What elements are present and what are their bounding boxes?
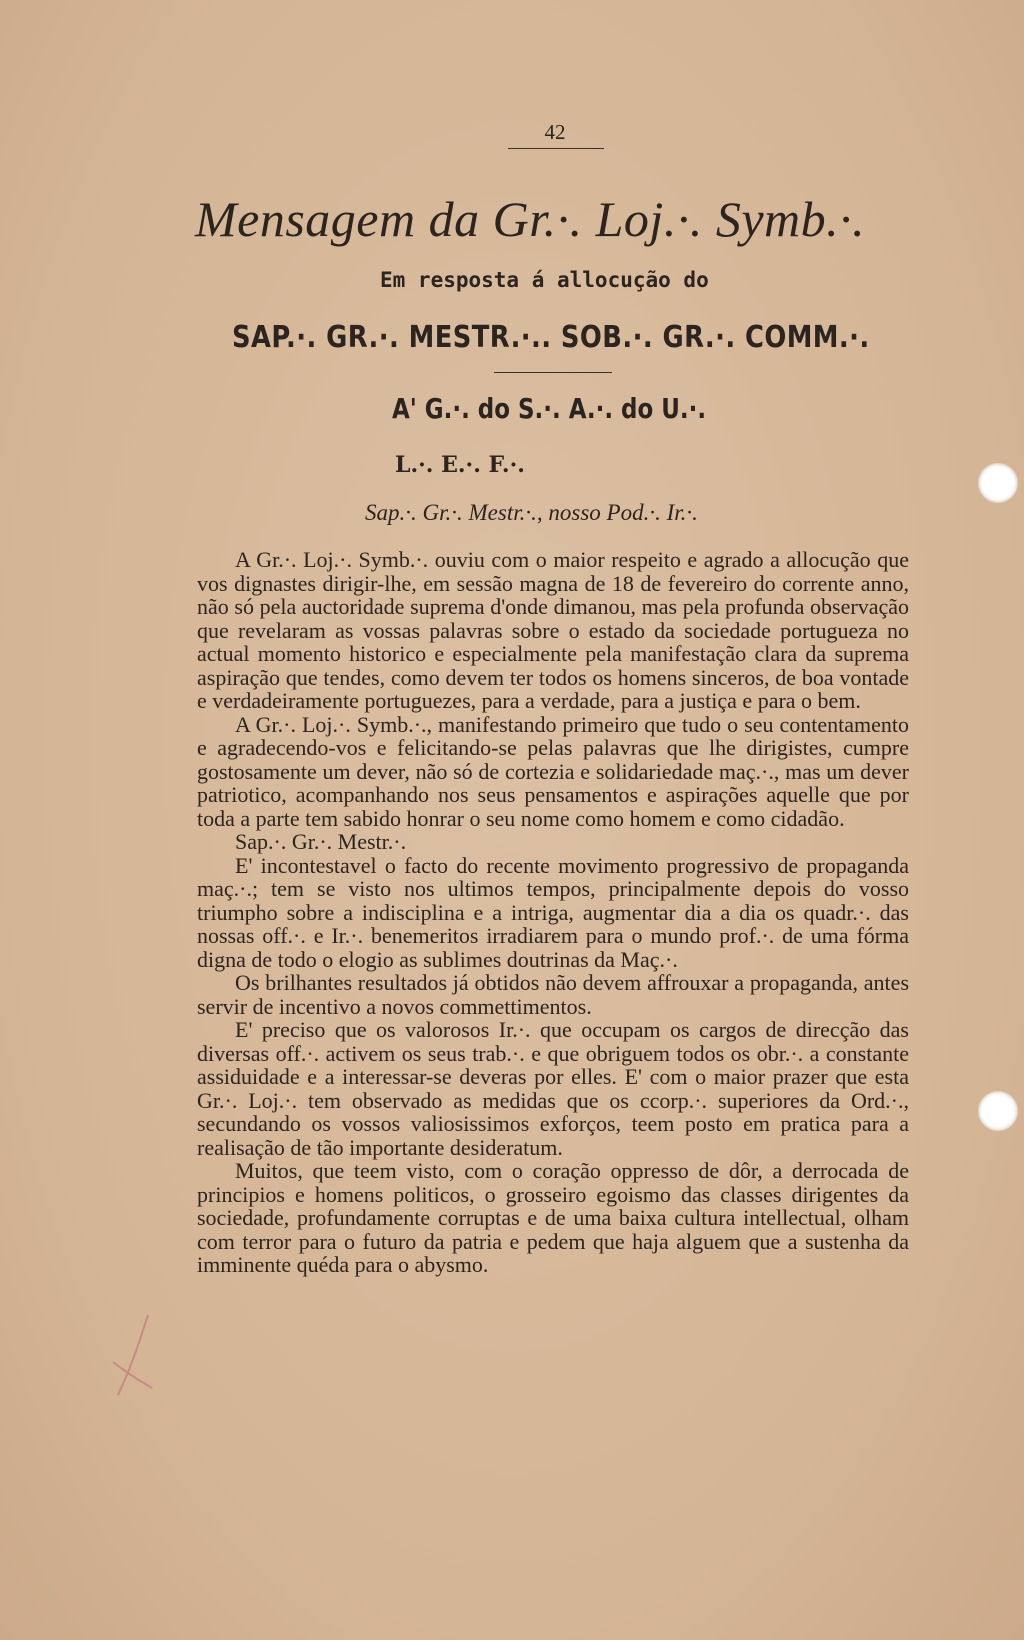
paragraph: A Gr.·. Loj.·. Symb.·., manifestando primeiro que tudo o seu contentamento e agradecendo-vos e felicitando-se pelas palavras que lhe dirigistes, cumpre gostosamente um dever, não só de cortezia e solidariedade maç.·., mas um dever patriotico, acompanhando nos seus pensamentos e aspirações aquelle que por toda a parte tem sabido honrar o seu nome como homem e como cidadão. [197,711,909,831]
document-title: Mensagem da Gr.·. Loj.·. Symb.·. [195,191,866,247]
paragraph: Muitos, que teem visto, com o coração oppresso de dôr, a derrocada de principios e homens politicos, o grosseiro egoismo das classes dirigentes da sociedade, profundamente corruptas e de uma baixa cultura intellectual, olham com terror para o futuro da patria e pedem que haja alguem que a sustenha da imminente quéda para o abysmo. [197,1158,909,1277]
paragraph: Sap.·. Gr.·. Mestr.·. [235,829,407,854]
salutation: Sap.·. Gr.·. Mestr.·., nosso Pod.·. Ir.·. [365,500,698,525]
paragraph: E' preciso que os valorosos Ir.·. que occupam os cargos de direcção das diversas off.·. activem os seus trab.·. e que obriguem todos os obr.·. a constante assiduidade e a interessar-se deveras por elles. E' com o maior prazer que esta Gr.·. Loj.·. tem observado as medidas que os ccorp.·. superiores da Ord.·., secundando os vossos valiosissimos exforços, teem posto em pratica para a realisação de tão importante desideratum. [197,1017,909,1160]
motto-heading: L.·. E.·. F.·. [395,452,525,478]
paragraph: Os brilhantes resultados já obtidos não devem affrouxar a propaganda, antes servir de incentivo a novos commettimentos. [197,970,909,1019]
page-number-rule [508,148,604,149]
page-number: 42 [544,120,566,144]
pencil-mark-icon [108,1310,158,1400]
paragraph: A Gr.·. Loj.·. Symb.·. ouviu com o maior respeito e agrado a allocução que vos dignastes dirigir-lhe, em sessão magna de 18 de fevereiro do corrente anno, não só pela auctoridade suprema d'onde dimanou, mas pela profunda observação que revelaram as vossas palavras sobre o estado da sociedade portugueza no actual momento historico e especialmente pela manifestação clara da suprema aspiração que tendes, como devem ter todos os homens sinceros, de boa vontade e verdadeiramente portuguezes, para a verdade, para a justiça e para o bem. [197,547,909,713]
document-subtitle: Em resposta á allocução do [380,268,709,292]
binder-hole [978,463,1018,503]
heading-divider [494,372,612,373]
addressee-heading: SAP.·. GR.·. MESTR.·.. SOB.·. GR.·. COMM.·. [232,320,870,355]
body-text [197,548,909,1277]
binder-hole [978,1091,1018,1131]
paragraph: E' incontestavel o facto do recente movimento progressivo de propaganda maç.·.; tem se visto nos ultimos tempos, principalmente depois do vosso triumpho sobre a indisciplina e a intriga, augmentar dia a dia os quadr.·. das nossas off.·. e Ir.·. benemeritos irradiarem para o mundo prof.·. de uma fórma digna de todo o elogio as sublimes doutrinas da Maç.·. [197,852,909,972]
invocation-heading: A' G.·. do S.·. A.·. do U.·. [392,392,707,425]
